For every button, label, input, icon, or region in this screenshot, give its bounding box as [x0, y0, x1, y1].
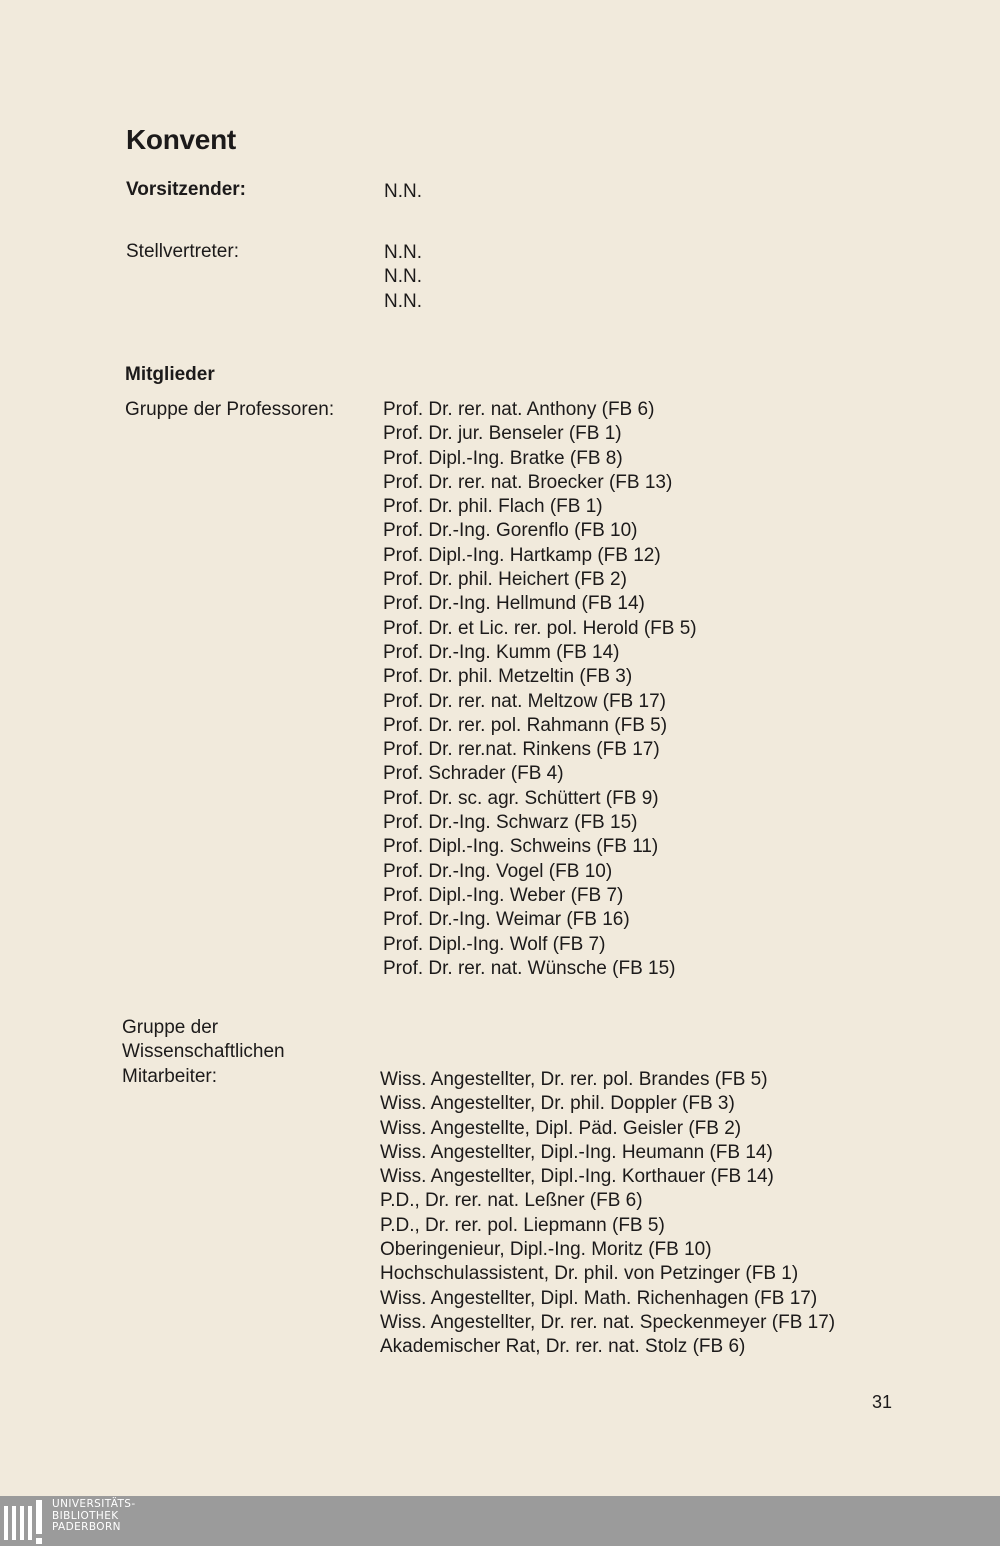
mitglieder-heading: Mitglieder [125, 364, 215, 385]
stellvertreter-values [384, 241, 422, 314]
mitarbeiter-entry: Wiss. Angestellter, Dipl. Math. Richenhagen (FB 17) [380, 1287, 818, 1309]
professor-entry: Prof. Dr.-Ing. Vogel (FB 10) [383, 860, 613, 882]
mitarbeiter-entry: Wiss. Angestellte, Dipl. Päd. Geisler (FB 2) [380, 1117, 742, 1139]
professor-entry: Prof. Dr. rer. pol. Rahmann (FB 5) [383, 714, 668, 736]
library-name [52, 1499, 136, 1534]
mitarbeiter-label-line: Gruppe der [122, 1017, 219, 1038]
stellvertreter-label: Stellvertreter: [126, 241, 239, 262]
mitarbeiter-entry: Wiss. Angestellter, Dr. phil. Doppler (FB 3) [380, 1093, 735, 1115]
mitarbeiter-entry: Akademischer Rat, Dr. rer. nat. Stolz (FB 6) [380, 1336, 746, 1358]
professor-entry: Prof. Dipl.-Ing. Wolf (FB 7) [383, 933, 606, 955]
vorsitzender-value: N.N. [384, 181, 422, 202]
professor-entry: Prof. Dr. rer. nat. Wünsche (FB 15) [383, 957, 676, 979]
library-name-line: UNIVERSITÄTS- [52, 1498, 136, 1510]
professor-entry: Prof. Dr. rer.nat. Rinkens (FB 17) [383, 739, 660, 761]
professoren-label: Gruppe der Professoren: [125, 399, 335, 420]
mitarbeiter-entry: Oberingenieur, Dipl.-Ing. Moritz (FB 10) [380, 1239, 712, 1261]
professor-entry: Prof. Dr. rer. nat. Meltzow (FB 17) [383, 690, 666, 712]
stellvertreter-value: N.N. [384, 266, 422, 288]
professor-entry: Prof. Dr. jur. Benseler (FB 1) [383, 423, 622, 445]
page-number: 31 [872, 1392, 893, 1412]
library-name-line: PADERBORN [52, 1521, 121, 1533]
professor-entry: Prof. Dr.-Ing. Kumm (FB 14) [383, 641, 620, 663]
professor-entry: Prof. Dr. rer. nat. Anthony (FB 6) [383, 399, 655, 420]
professor-entry: Prof. Dr.-Ing. Hellmund (FB 14) [383, 593, 645, 615]
mitarbeiter-label-line: Wissenschaftlichen [122, 1041, 285, 1063]
mitarbeiter-entry: Hochschulassistent, Dr. phil. von Petzinger (FB 1) [380, 1263, 799, 1285]
professor-entry: Prof. Dipl.-Ing. Bratke (FB 8) [383, 447, 623, 469]
mitarbeiter-entry: P.D., Dr. rer. nat. Leßner (FB 6) [380, 1190, 643, 1212]
stellvertreter-value: N.N. [384, 290, 422, 312]
mitarbeiter-entry: Wiss. Angestellter, Dipl.-Ing. Heumann (FB 14) [380, 1141, 773, 1163]
mitarbeiter-list [380, 1068, 835, 1360]
mitarbeiter-label-line: Mitarbeiter: [122, 1065, 218, 1087]
professor-entry: Prof. Dr.-Ing. Gorenflo (FB 10) [383, 520, 638, 542]
professor-entry: Prof. Dr. sc. agr. Schüttert (FB 9) [383, 787, 659, 809]
professor-entry: Prof. Dr. phil. Metzeltin (FB 3) [383, 666, 633, 688]
mitarbeiter-entry: Wiss. Angestellter, Dr. rer. pol. Brandes (FB 5) [380, 1069, 768, 1090]
stellvertreter-value: N.N. [384, 242, 422, 263]
professor-entry: Prof. Dipl.-Ing. Weber (FB 7) [383, 884, 624, 906]
professor-entry: Prof. Schrader (FB 4) [383, 763, 564, 785]
professoren-list [383, 398, 697, 981]
mitarbeiter-label [122, 1016, 285, 1089]
professor-entry: Prof. Dr. rer. nat. Broecker (FB 13) [383, 471, 673, 493]
library-name-line: BIBLIOTHEK [52, 1509, 119, 1522]
vorsitzender-label: Vorsitzender: [126, 179, 247, 200]
library-logo-icon [4, 1500, 46, 1544]
mitarbeiter-entry: Wiss. Angestellter, Dr. rer. nat. Speckenmeyer (FB 17) [380, 1311, 836, 1333]
professor-entry: Prof. Dr. phil. Flach (FB 1) [383, 496, 603, 518]
library-footer [0, 1496, 1000, 1546]
mitarbeiter-entry: P.D., Dr. rer. pol. Liepmann (FB 5) [380, 1214, 665, 1236]
professor-entry: Prof. Dr. et Lic. rer. pol. Herold (FB 5) [383, 617, 697, 639]
professor-entry: Prof. Dipl.-Ing. Schweins (FB 11) [383, 836, 659, 858]
professor-entry: Prof. Dr. phil. Heichert (FB 2) [383, 569, 627, 591]
page-title: Konvent [126, 124, 236, 155]
vorsitzender-values [384, 180, 422, 204]
professor-entry: Prof. Dipl.-Ing. Hartkamp (FB 12) [383, 544, 661, 566]
mitarbeiter-entry: Wiss. Angestellter, Dipl.-Ing. Korthauer (FB 14) [380, 1166, 774, 1188]
professor-entry: Prof. Dr.-Ing. Weimar (FB 16) [383, 909, 630, 931]
professor-entry: Prof. Dr.-Ing. Schwarz (FB 15) [383, 812, 638, 834]
